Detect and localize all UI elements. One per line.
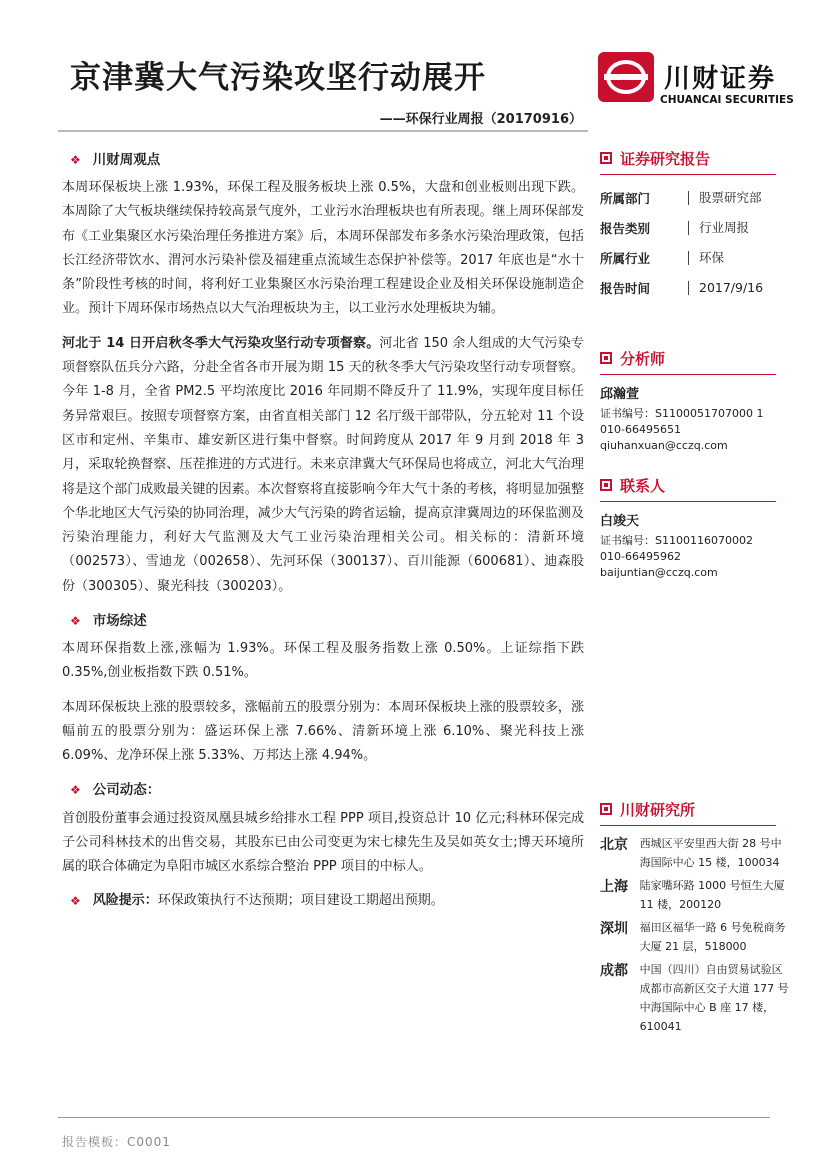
meta-row (600, 273, 790, 303)
square-bullet-icon (600, 479, 612, 491)
risk-label: 风险提示： (92, 893, 158, 909)
meta-row (600, 213, 790, 243)
diamond-bullet-icon: ❖ (70, 152, 81, 167)
institute-office (600, 834, 790, 872)
sidebar-analyst (600, 346, 790, 454)
square-bullet-icon (600, 352, 612, 364)
analyst-card (600, 383, 790, 454)
logo-name-cn: 川财证券 (664, 64, 777, 94)
analyst-cert: 证书编号：S1100051707000 1 (600, 407, 764, 420)
sidebar-heading: 分析师 (600, 346, 790, 370)
sidebar-heading: 证券研究报告 (600, 146, 790, 170)
section-title: 公司动态： (92, 782, 161, 799)
sidebar-heading: 川财研究所 (600, 797, 790, 821)
section-heading-company (62, 779, 584, 803)
office-city: 上海 (600, 879, 628, 895)
contact-card (600, 510, 790, 581)
meta-row (600, 243, 790, 273)
contact-email[interactable]: baijuntian@cczq.com (600, 566, 718, 579)
logo-mark-icon (598, 52, 654, 102)
meta-row (600, 183, 790, 213)
sidebar-institute (600, 797, 790, 1040)
main-content (62, 148, 584, 914)
meta-key: 所属行业 (600, 251, 651, 266)
office-address: 中国（四川）自由贸易试验区成都市高新区交子大道 177 号中海国际中心 B 座 17 楼，610041 (639, 963, 789, 1033)
meta-value: 环保 (688, 251, 724, 265)
footer-divider (58, 1117, 770, 1118)
footer-template-code: 报告模板：C0001 (62, 1135, 171, 1149)
paragraph-market-index: 本周环保指数上涨,涨幅为 1.93%。环保工程及服务指数上涨 0.50%。上证综指下跌 0.35%,创业板指数下跌 0.51%。 (62, 641, 584, 681)
company-logo (598, 52, 798, 116)
diamond-bullet-icon: ❖ (70, 613, 81, 628)
meta-key: 报告类别 (600, 221, 651, 236)
office-address: 福田区福华一路 6 号免税商务大厦 21 层，518000 (639, 921, 786, 953)
paragraph-company-news: 首创股份董事会通过投资凤凰县城乡给排水工程 PPP 项目,投资总计 10 亿元;科林环保完成子公司科林技术的出售交易，其股东已由公司变更为宋七棣先生及吴如英女士;博天环境所属的联合体确定为阜阳市城区水系综合整治 PPP 项目的中标人。 (62, 810, 584, 875)
risk-warning (62, 889, 584, 913)
meta-value: 2017/9/16 (688, 281, 763, 295)
section-title: 川财周观点 (92, 151, 161, 168)
analyst-name: 邱瀚萱 (600, 387, 640, 402)
office-city: 成都 (600, 963, 628, 979)
sidebar-divider (600, 825, 776, 826)
sidebar-heading: 联系人 (600, 473, 790, 497)
sidebar-divider (600, 374, 776, 375)
office-address: 西城区平安里西大街 28 号中海国际中心 15 楼，100034 (639, 837, 782, 869)
paragraph-market-stocks: 本周环保板块上涨的股票较多，涨幅前五的股票分别为：本周环保板块上涨的股票较多，涨幅前五的股票分别为：盛运环保上涨 7.66%、清新环境上涨 6.10%、聚光科技上涨 6.09%、龙净环保上涨 5.33%、万邦达上涨 4.94%。 (62, 699, 584, 764)
office-city: 深圳 (600, 921, 628, 937)
office-address: 陆家嘴环路 1000 号恒生大厦 11 楼，200120 (639, 879, 785, 911)
diamond-bullet-icon: ❖ (70, 783, 81, 798)
meta-key: 报告时间 (600, 281, 651, 296)
section-heading-view (62, 148, 584, 172)
sidebar-divider (600, 501, 776, 502)
paragraph-weekly-view: 本周环保板块上涨 1.93%，环保工程及服务板块上涨 0.5%，大盘和创业板则出现下跌。本周除了大气板块继续保持较高景气度外，工业污水治理板块也有所表现。继上周环保部发布《工业集聚区水污染治理任务推进方案》后，本周环保部发布多条水污染治理政策，包括长江经济带饮水、渭河水污染补偿及福建重点流域生态保护补偿等。2017 年底也是“水十条”阶段性考核的时间，将利好工业集聚区水污染治理工程建设企业及相关环保设施制造企业。预计下周环保市场热点以大气治理板块为主，以工业污水处理板块为辅。 (62, 180, 584, 317)
section-title: 市场综述 (92, 612, 147, 629)
institute-office (600, 918, 790, 956)
paragraph-hebei (62, 332, 584, 599)
report-subtitle: ——环保行业周报（20170916） (379, 112, 582, 127)
meta-value: 股票研究部 (688, 191, 762, 205)
contact-cert: 证书编号：S1100116070002 (600, 534, 753, 547)
office-city: 北京 (600, 837, 628, 853)
risk-text: 环保政策执行不达预期；项目建设工期超出预期。 (157, 893, 444, 909)
meta-value: 行业周报 (688, 221, 749, 235)
paragraph-body: 河北省 150 余人组成的大气污染专项督察队伍兵分六路，分赴全省各市开展为期 15 天的秋冬季大气污染攻坚行动专项督察。今年 1-8 月，全省 PM2.5 平均浓度比 2016 年同期不降反升了 11.9%，实现年度目标任务异常艰巨。按照专项督察方案，由省直相关部门 12 名厅级干部带队，分五轮对 11 个设区市和定州、辛集市、雄安新区进行集中督察。时间跨度从 2017 年 9 月到 2018 年 3 月，采取轮换督察、压茬推进的方式进行。未来京津冀大气环保局也将成立，河北大气治理将是这个部门成败最关键的因素。本次督察将直接影响今年大气十条的考核，将明显加强整个华北地区大气污染的协同治理，减少大气污染的跨省运输，提高京津冀周边的环保监测及污染治理能力，利好大气监测及大气工业污染治理相关公司。相关标的：清新环境（002573）、雪迪龙（002658）、先河环保（300137）、百川能源（600681）、迪森股份（300305）、聚光科技（300203）。 (62, 335, 584, 594)
section-heading-market (62, 609, 584, 633)
contact-name: 白竣天 (600, 514, 640, 529)
meta-key: 所属部门 (600, 191, 651, 206)
diamond-bullet-icon: ❖ (70, 894, 81, 909)
paragraph-lead-bold: 河北于 14 日开启秋冬季大气污染攻坚行动专项督察。 (62, 335, 380, 351)
sidebar-report-info (600, 146, 790, 303)
header-divider (58, 130, 588, 132)
analyst-phone: 010-66495651 (600, 423, 681, 436)
square-bullet-icon (600, 803, 612, 815)
report-title: 京津冀大气污染攻坚行动展开 (70, 60, 486, 96)
sidebar-contact (600, 473, 790, 581)
analyst-email[interactable]: qiuhanxuan@cczq.com (600, 439, 728, 452)
institute-office (600, 876, 790, 914)
sidebar-divider (600, 174, 776, 175)
logo-name-en: CHUANCAI SECURITIES (660, 94, 794, 106)
contact-phone: 010-66495962 (600, 550, 681, 563)
square-bullet-icon (600, 152, 612, 164)
institute-office (600, 960, 790, 1036)
